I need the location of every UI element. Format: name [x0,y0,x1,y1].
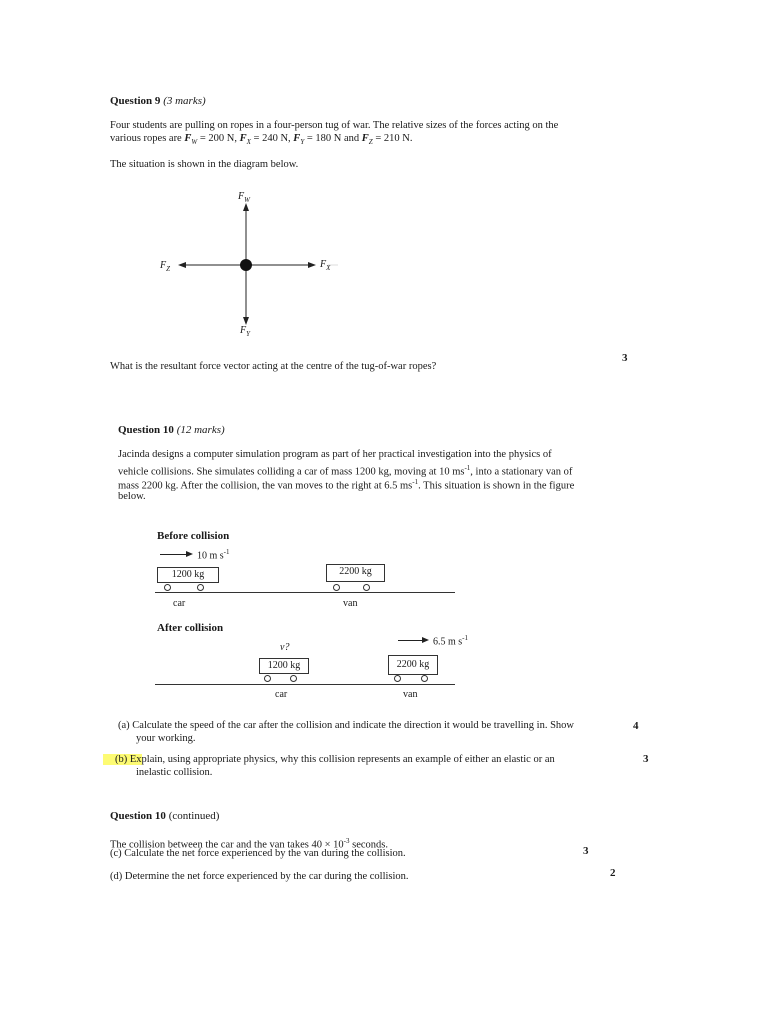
van-before-wheel [363,584,370,591]
before-arrow-line [160,554,186,555]
fy-label: $F_Y$ [240,325,251,338]
fz-label: $F_Z$ [160,260,171,273]
q10-intro-line1: Jacinda designs a computer simulation program as part of her practical investigation into the physics of [118,449,552,460]
q10-intro-line2: vehicle collisions. She simulates colliding a car of mass 1200 kg, moving at 10 $ms^{-1}$, into a stationary van of [118,464,573,478]
fx-label: $F_X$ [320,259,331,272]
road-after [155,684,455,685]
van-before-box: 2200 kg [326,564,385,582]
van-before-wheel [333,584,340,591]
van-before-label: van [343,598,358,609]
after-van-speed: 6.5 m $s^{-1}$ [433,634,469,648]
car-before-label: car [173,598,186,609]
car-after-wheel [290,675,297,682]
q9-situation: The situation is shown in the diagram below. [110,159,299,170]
fx-arrowhead [308,262,316,268]
q10-part-b-marks: 3 [643,753,649,765]
q9-marks: 3 [622,352,628,364]
q10-part-a-line2: your working. [136,733,196,744]
q9-question: What is the resultant force vector acting at the centre of the tug-of-war ropes? [110,361,437,372]
car-after-box: 1200 kg [259,658,309,674]
highlight-mark: (b) Ex [103,754,142,765]
q10-part-d-marks: 2 [610,867,616,879]
q10-part-a-line1: (a) Calculate the speed of the car after the collision and indicate the direction it would be travelling in. Show [118,720,575,731]
after-collision-label: After collision [157,622,224,634]
car-before-wheel [164,584,171,591]
centre-knot [240,259,252,271]
car-before-box: 1200 kg [157,567,219,583]
van-after-wheel [421,675,428,682]
q10-part-c-marks: 3 [583,845,589,857]
q10c-intro: The collision between the car and the van takes $40 \times 10^{-3}$ seconds. [110,837,388,851]
car-before-wheel [197,584,204,591]
q10-title: Question 10 (12 marks) [118,424,225,436]
q10-part-b-line2: inelastic collision. [136,767,213,778]
q10-part-d: (d) Determine the net force experienced by the car during the collision. [110,871,409,882]
before-collision-label: Before collision [157,530,230,542]
q10-part-c: (c) Calculate the net force experienced by the van during the collision. [110,848,406,859]
fy-arrowhead [243,317,249,325]
fw-arrowhead [243,203,249,211]
q9-intro-line1: Four students are pulling on ropes in a four-person tug of war. The relative sizes of the forces acting on the [110,120,559,131]
after-arrow-line [398,640,422,641]
after-arrowhead [422,637,429,643]
before-speed: 10 m $s^{-1}$ [197,548,230,562]
car-after-wheel [264,675,271,682]
fw-label: $F_W$ [238,191,250,204]
before-arrowhead [186,551,193,557]
q10-intro-line3: mass 2200 kg. After the collision, the van moves to the right at 6.5 $ms^{-1}$. This situation is shown in the figure [118,478,575,492]
q10-part-a-marks: 4 [633,720,639,732]
van-after-label: van [403,689,418,700]
q10-intro-line4: below. [118,491,146,502]
q9-title: Question 9 (3 marks) [110,95,206,107]
q10-continued-title: Question 10 (continued) [110,810,220,822]
q9-intro-line2: various ropes are $F_W = 200$ N, $F_X = 240$ N, $F_Y = 180$ N and $F_Z = 210$ N. [110,133,413,147]
q10-part-b-line1: (b) Explain, using appropriate physics, why this collision represents an example of either an elastic or an [103,753,555,766]
after-car-speed: v? [280,642,290,653]
car-after-label: car [275,689,288,700]
road-before [155,592,455,593]
van-after-box: 2200 kg [388,655,438,675]
van-after-wheel [394,675,401,682]
fz-arrowhead [178,262,186,268]
